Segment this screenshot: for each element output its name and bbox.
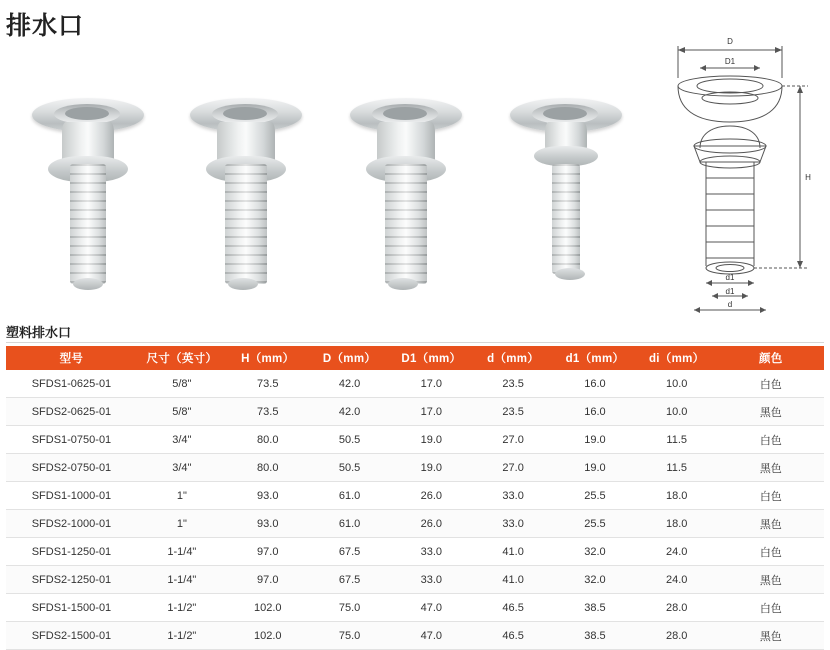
cell-d: 67.5 — [309, 566, 391, 594]
hose-barb-shape — [225, 164, 267, 284]
cell-d-small: 23.5 — [472, 370, 554, 398]
cell-d1-small: 32.0 — [554, 566, 636, 594]
col-d1-small: d1（mm） — [554, 346, 636, 370]
cell-di: 24.0 — [636, 538, 718, 566]
hose-barb-shape — [552, 164, 580, 274]
cell-h: 102.0 — [227, 622, 309, 650]
cell-d-small: 41.0 — [472, 538, 554, 566]
col-color: 颜色 — [718, 346, 824, 370]
cell-d1-big: 19.0 — [390, 454, 472, 482]
table-row — [6, 510, 824, 538]
cell-d1-big: 19.0 — [390, 426, 472, 454]
cell-d: 50.5 — [309, 426, 391, 454]
col-size: 尺寸（英寸） — [137, 346, 227, 370]
cell-d1-big: 26.0 — [390, 482, 472, 510]
cell-model: SFDS2-1000-01 — [6, 510, 137, 538]
hose-barb-shape — [70, 164, 106, 284]
cell-d: 42.0 — [309, 398, 391, 426]
cell-h: 73.5 — [227, 370, 309, 398]
col-model: 型号 — [6, 346, 137, 370]
cell-d1-big: 47.0 — [390, 622, 472, 650]
cell-size: 5/8" — [137, 370, 227, 398]
cell-h: 80.0 — [227, 426, 309, 454]
cell-d: 67.5 — [309, 538, 391, 566]
hose-barb-shape — [385, 164, 427, 284]
cell-d1-big: 17.0 — [390, 370, 472, 398]
table-row — [6, 398, 824, 426]
cell-model: SFDS1-0750-01 — [6, 426, 137, 454]
cell-d1-small: 38.5 — [554, 594, 636, 622]
cell-di: 28.0 — [636, 622, 718, 650]
cell-di: 18.0 — [636, 510, 718, 538]
cell-h: 102.0 — [227, 594, 309, 622]
col-d-small: d（mm） — [472, 346, 554, 370]
cell-d: 61.0 — [309, 482, 391, 510]
cell-color: 白色 — [718, 370, 824, 398]
drawing-label-H: H — [805, 173, 811, 182]
cell-d-small: 27.0 — [472, 454, 554, 482]
cell-size: 1-1/4" — [137, 566, 227, 594]
cell-d1-big: 26.0 — [390, 510, 472, 538]
cell-d: 61.0 — [309, 510, 391, 538]
product-photo-2 — [170, 60, 320, 310]
table-row — [6, 566, 824, 594]
cell-d1-big: 33.0 — [390, 566, 472, 594]
product-photo-3 — [330, 60, 480, 310]
flange-hole-shape — [223, 107, 267, 120]
cell-d1-small: 25.5 — [554, 510, 636, 538]
cell-h: 93.0 — [227, 482, 309, 510]
drawing-label-D: D — [727, 37, 733, 46]
cell-size: 5/8" — [137, 398, 227, 426]
product-photo-1 — [12, 60, 162, 310]
cell-size: 1-1/2" — [137, 622, 227, 650]
col-d: D（mm） — [309, 346, 391, 370]
cell-d1-small: 38.5 — [554, 622, 636, 650]
page-title: 排水口 — [6, 12, 85, 40]
table-row — [6, 454, 824, 482]
cell-di: 10.0 — [636, 398, 718, 426]
cell-d1-big: 33.0 — [390, 538, 472, 566]
cell-size: 3/4" — [137, 426, 227, 454]
cell-color: 黑色 — [718, 566, 824, 594]
cell-d1-small: 19.0 — [554, 454, 636, 482]
col-di: di（mm） — [636, 346, 718, 370]
cell-di: 10.0 — [636, 370, 718, 398]
cell-model: SFDS1-1000-01 — [6, 482, 137, 510]
cell-size: 3/4" — [137, 454, 227, 482]
cell-d-small: 46.5 — [472, 622, 554, 650]
cell-d: 50.5 — [309, 454, 391, 482]
cell-color: 白色 — [718, 482, 824, 510]
cell-d1-small: 25.5 — [554, 482, 636, 510]
cell-color: 白色 — [718, 594, 824, 622]
cell-d1-big: 47.0 — [390, 594, 472, 622]
cell-color: 黑色 — [718, 622, 824, 650]
table-row — [6, 594, 824, 622]
drawing-label-D1: D1 — [724, 57, 736, 66]
flange-hole-shape — [65, 107, 109, 120]
cell-d1-small: 16.0 — [554, 398, 636, 426]
table-row — [6, 538, 824, 566]
cell-d-small: 33.0 — [472, 482, 554, 510]
cell-size: 1" — [137, 482, 227, 510]
drawing-label-d1: d1 — [725, 287, 735, 296]
cell-d-small: 33.0 — [472, 510, 554, 538]
cell-model: SFDS1-1500-01 — [6, 594, 137, 622]
drawing-label-di: d1 — [725, 273, 735, 282]
cell-h: 97.0 — [227, 538, 309, 566]
cell-color: 白色 — [718, 426, 824, 454]
col-h: H（mm） — [227, 346, 309, 370]
cell-size: 1-1/4" — [137, 538, 227, 566]
cell-di: 28.0 — [636, 594, 718, 622]
cell-di: 18.0 — [636, 482, 718, 510]
cell-di: 11.5 — [636, 454, 718, 482]
table-header-row — [6, 346, 824, 370]
cell-d1-small: 19.0 — [554, 426, 636, 454]
cell-model: SFDS2-1500-01 — [6, 622, 137, 650]
cell-d: 75.0 — [309, 622, 391, 650]
cell-model: SFDS1-1250-01 — [6, 538, 137, 566]
cell-model: SFDS2-0750-01 — [6, 454, 137, 482]
flange-hole-shape — [543, 107, 587, 120]
cell-size: 1-1/2" — [137, 594, 227, 622]
cell-d-small: 27.0 — [472, 426, 554, 454]
cell-h: 97.0 — [227, 566, 309, 594]
cell-di: 11.5 — [636, 426, 718, 454]
section-subtitle: 塑料排水口 — [6, 325, 72, 340]
table-row — [6, 622, 824, 650]
product-photo-strip — [0, 60, 660, 310]
cell-model: SFDS2-1250-01 — [6, 566, 137, 594]
cell-d-small: 23.5 — [472, 398, 554, 426]
cell-d1-big: 17.0 — [390, 398, 472, 426]
cell-di: 24.0 — [636, 566, 718, 594]
subtitle-divider — [6, 342, 824, 343]
cell-model: SFDS1-0625-01 — [6, 370, 137, 398]
cell-d-small: 46.5 — [472, 594, 554, 622]
col-d1-big: D1（mm） — [390, 346, 472, 370]
cell-color: 黑色 — [718, 510, 824, 538]
table-body — [6, 370, 824, 650]
drawing-label-d: d — [727, 300, 733, 309]
cell-h: 80.0 — [227, 454, 309, 482]
cell-h: 93.0 — [227, 510, 309, 538]
skirt-shape — [534, 146, 598, 166]
table-row — [6, 482, 824, 510]
cell-color: 白色 — [718, 538, 824, 566]
cell-size: 1" — [137, 510, 227, 538]
cell-color: 黑色 — [718, 454, 824, 482]
cell-h: 73.5 — [227, 398, 309, 426]
cell-color: 黑色 — [718, 398, 824, 426]
table-row — [6, 370, 824, 398]
specification-table — [6, 346, 824, 650]
cell-d: 75.0 — [309, 594, 391, 622]
cell-d1-small: 16.0 — [554, 370, 636, 398]
table-row — [6, 426, 824, 454]
cell-d: 42.0 — [309, 370, 391, 398]
product-photo-4 — [490, 60, 640, 310]
cell-model: SFDS2-0625-01 — [6, 398, 137, 426]
cell-d1-small: 32.0 — [554, 538, 636, 566]
technical-drawing — [660, 28, 830, 313]
cell-d-small: 41.0 — [472, 566, 554, 594]
flange-hole-shape — [383, 107, 427, 120]
